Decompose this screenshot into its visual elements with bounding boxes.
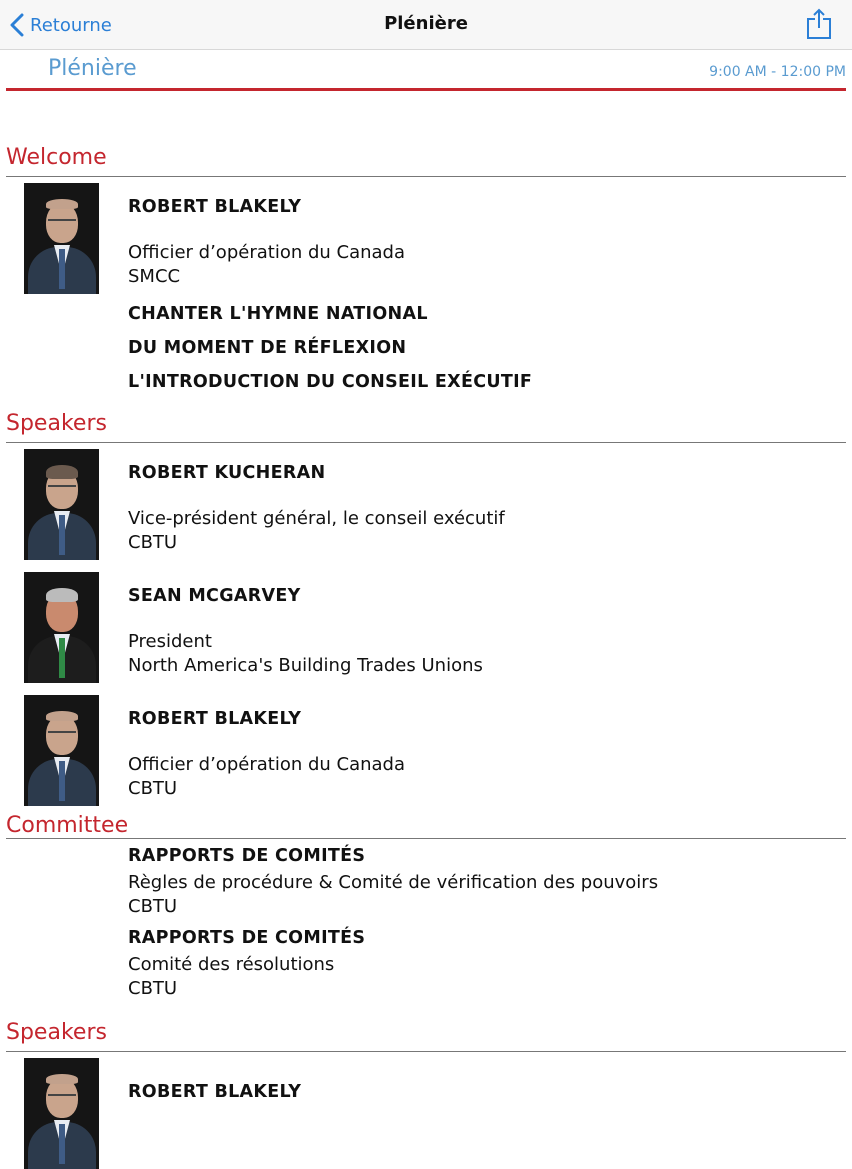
agenda-item: CHANTER L'HYMNE NATIONAL: [128, 304, 428, 324]
section-speakers: [0, 1015, 852, 1169]
share-icon: [806, 8, 832, 40]
speaker-photo: [24, 449, 99, 560]
speaker-name: ROBERT BLAKELY: [128, 197, 302, 217]
section-title: Welcome: [6, 140, 846, 177]
report-org: CBTU: [128, 896, 178, 917]
speaker-photo: [24, 1058, 99, 1169]
speaker-org: CBTU: [128, 532, 178, 553]
back-label: Retourne: [30, 14, 112, 36]
speaker-row[interactable]: [0, 683, 852, 806]
agenda-item: DU MOMENT DE RÉFLEXION: [128, 338, 407, 358]
speaker-name: ROBERT BLAKELY: [128, 709, 302, 729]
speaker-row[interactable]: [0, 560, 852, 683]
section-title: Speakers: [6, 1015, 846, 1052]
section-title: Committee: [6, 817, 846, 839]
report-description: Comité des résolutions: [128, 954, 335, 975]
speaker-role: Vice-président général, le conseil exécutif: [128, 508, 505, 529]
session-title: Plénière: [48, 56, 137, 81]
section-welcome: [0, 140, 852, 392]
report-description: Règles de procédure & Comité de vérification des pouvoirs: [128, 872, 659, 893]
speaker-info: [99, 449, 505, 560]
agenda-list: [0, 140, 852, 1169]
speaker-org: North America's Building Trades Unions: [128, 655, 483, 676]
speaker-row[interactable]: [0, 177, 852, 294]
committee-report[interactable]: [0, 839, 852, 919]
speaker-info: [99, 572, 483, 683]
report-title: RAPPORTS DE COMITÉS: [128, 928, 366, 948]
section-speakers: [0, 406, 852, 806]
speaker-photo: [24, 572, 99, 683]
speaker-photo: [24, 695, 99, 806]
speaker-name: ROBERT KUCHERAN: [128, 463, 326, 483]
speaker-org: CBTU: [128, 778, 178, 799]
report-org: CBTU: [128, 978, 178, 999]
speaker-role: Officier d’opération du Canada: [128, 242, 406, 263]
session-divider: [6, 88, 846, 91]
speaker-info: [99, 183, 405, 294]
speaker-row[interactable]: [0, 443, 852, 560]
speaker-name: ROBERT BLAKELY: [128, 1082, 302, 1102]
speaker-info: [99, 695, 405, 806]
section-committee: [0, 813, 852, 1001]
agenda-item: L'INTRODUCTION DU CONSEIL EXÉCUTIF: [128, 372, 533, 392]
speaker-role: President: [128, 631, 212, 652]
speaker-role: Officier d’opération du Canada: [128, 754, 406, 775]
navigation-bar: [0, 0, 852, 50]
report-title: RAPPORTS DE COMITÉS: [128, 846, 366, 866]
nav-title: Plénière: [384, 13, 468, 34]
section-title: Speakers: [6, 406, 846, 443]
speaker-photo: [24, 183, 99, 294]
speaker-name: SEAN MCGARVEY: [128, 586, 301, 606]
share-button[interactable]: [806, 8, 832, 40]
committee-report[interactable]: [0, 919, 852, 1001]
session-time: 9:00 AM - 12:00 PM: [709, 64, 846, 80]
speaker-org: SMCC: [128, 266, 181, 287]
speaker-row[interactable]: [0, 1052, 852, 1169]
speaker-info: [99, 1058, 301, 1169]
